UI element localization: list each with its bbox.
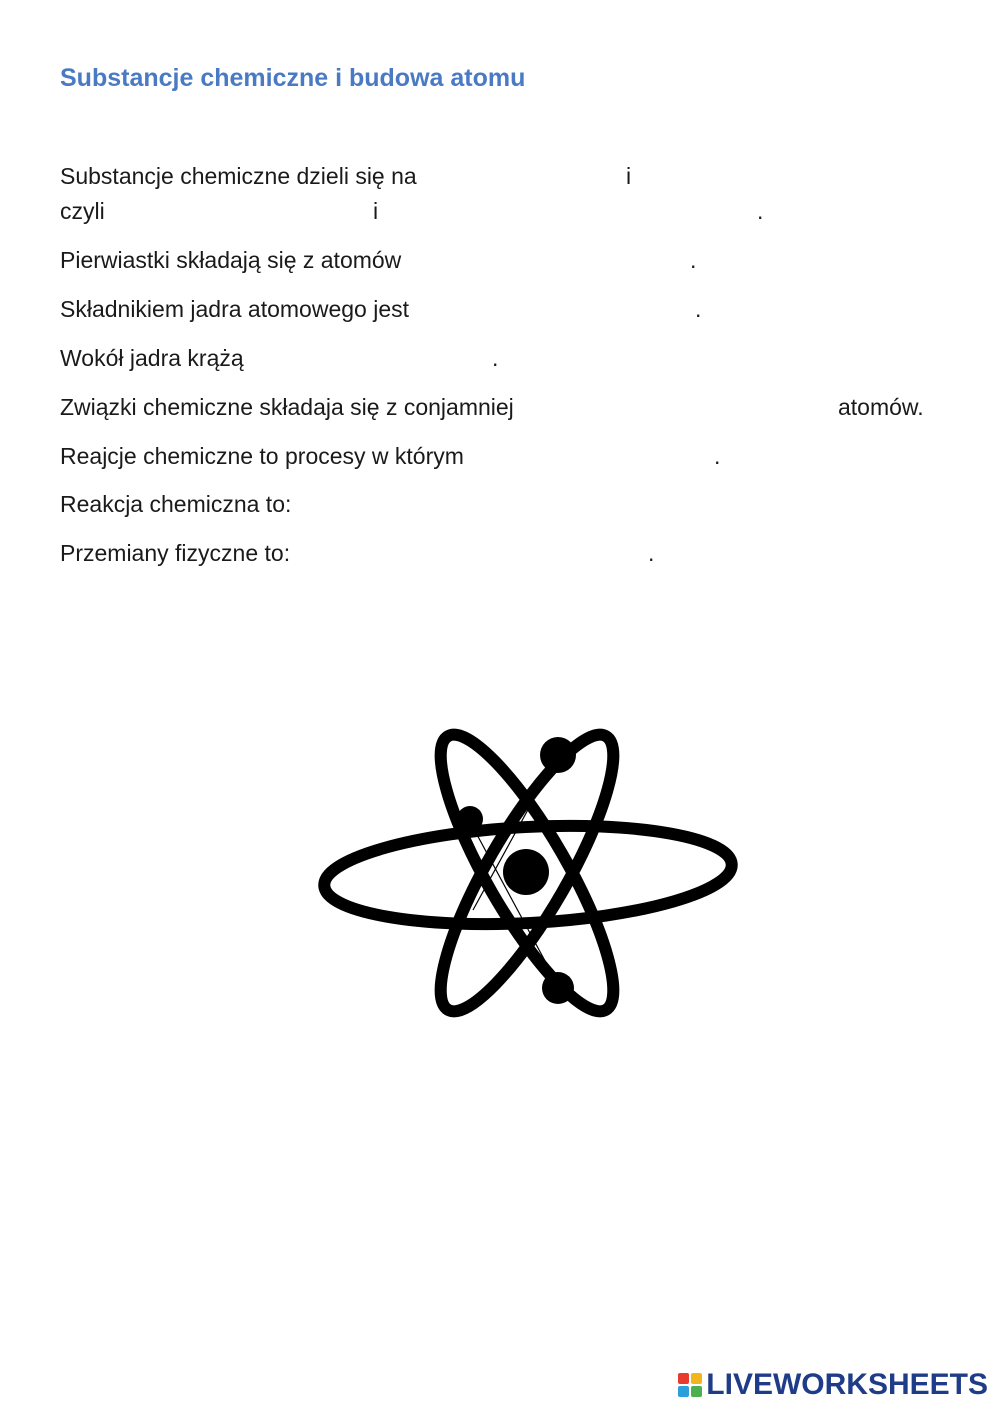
footer-brand	[678, 1368, 988, 1402]
sentence-3-dot: .	[690, 247, 697, 273]
sentence-7	[60, 442, 464, 470]
blank-1a[interactable]	[437, 162, 617, 191]
blank-8[interactable]	[308, 490, 928, 519]
sentence-1-text: Substancje chemiczne dzieli się na	[60, 163, 417, 189]
logo-tile	[691, 1386, 702, 1397]
blank-2a[interactable]	[112, 197, 362, 226]
atom-electron	[457, 806, 483, 832]
atom-electron	[540, 737, 576, 773]
page-title: Substancje chemiczne i budowa atomu	[60, 64, 526, 92]
logo-tile	[691, 1373, 702, 1384]
sentence-6	[60, 393, 514, 421]
sentence-7-text: Reajcje chemiczne to procesy w którym	[60, 443, 464, 469]
blank-1b[interactable]	[640, 162, 940, 191]
sentence-3-text: Pierwiastki składają się z atomów	[60, 247, 402, 273]
blank-6[interactable]	[545, 393, 830, 422]
sentence-2-and: i	[373, 198, 379, 224]
sentence-2-text: czyli	[60, 198, 105, 224]
sentence-5-text: Wokół jadra krążą	[60, 345, 244, 371]
atom-icon	[318, 700, 738, 1050]
sentence-5	[60, 344, 244, 372]
atom-nucleus	[503, 849, 549, 895]
blank-4[interactable]	[441, 295, 689, 324]
sentence-6-text: Związki chemiczne składaja się z conjamniej	[60, 394, 514, 420]
sentence-4-text: Składnikiem jadra atomowego jest	[60, 296, 410, 322]
sentence-4-dot: .	[695, 296, 702, 322]
sentence-9-text: Przemiany fizyczne to:	[60, 540, 291, 566]
logo-tile	[678, 1386, 689, 1397]
brand-name: LIVEWORKSHEETS	[706, 1368, 988, 1401]
sentence-8-text: Reakcja chemiczna to:	[60, 491, 292, 517]
sentence-7-dot: .	[714, 443, 721, 469]
sentence-1-and: i	[626, 163, 632, 189]
sentence-9	[60, 539, 290, 567]
blank-2b[interactable]	[388, 197, 748, 226]
logo-tile	[678, 1373, 689, 1384]
sentence-8	[60, 490, 291, 518]
blank-5[interactable]	[262, 344, 487, 373]
blank-7[interactable]	[497, 442, 707, 471]
sentence-1	[60, 162, 417, 190]
sentence-6-end: atomów.	[838, 394, 924, 420]
sentence-5-dot: .	[492, 345, 499, 371]
sentence-3	[60, 246, 401, 274]
sentence-2	[60, 197, 105, 225]
atom-electron	[542, 972, 574, 1004]
sentence-2-dot: .	[757, 198, 764, 224]
liveworksheets-logo-icon	[678, 1373, 702, 1397]
blank-9[interactable]	[308, 539, 638, 568]
sentence-4	[60, 295, 409, 323]
blank-3[interactable]	[430, 246, 685, 275]
sentence-9-dot: .	[648, 540, 655, 566]
